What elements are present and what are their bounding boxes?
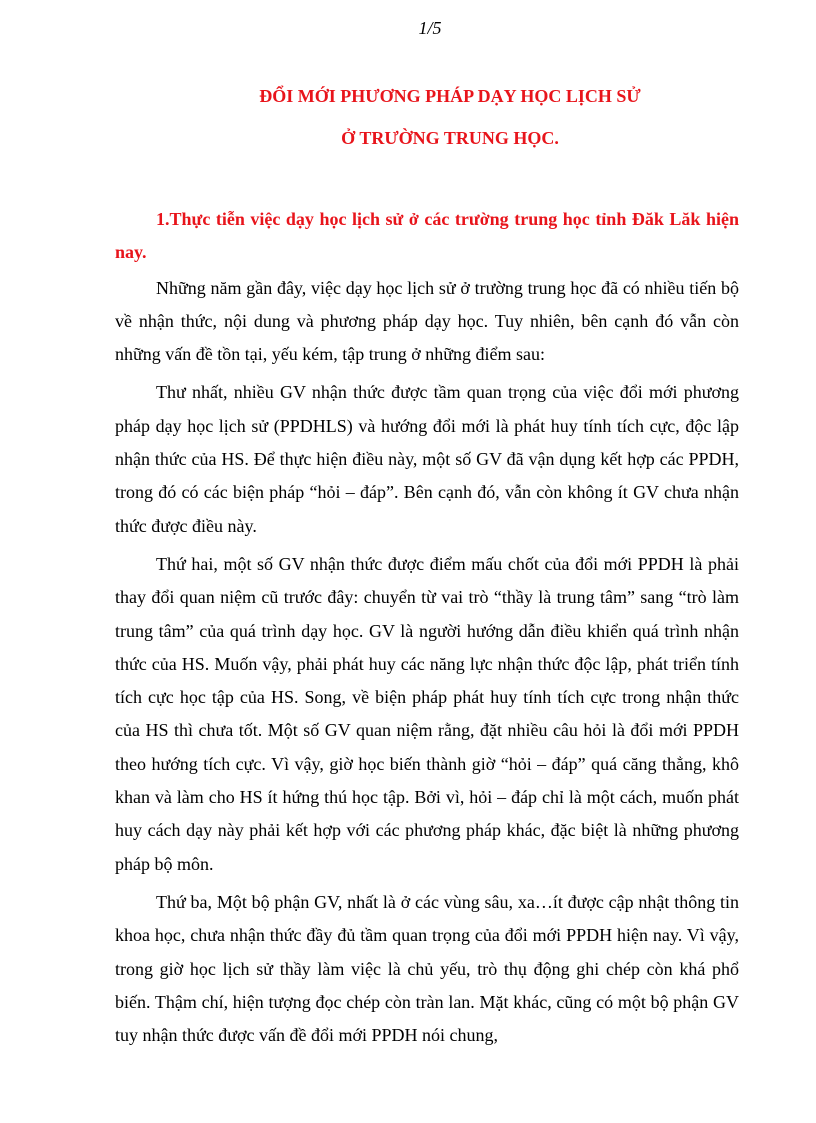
document-title-line-2: Ở TRƯỜNG TRUNG HỌC. <box>341 128 559 148</box>
paragraph-second-point: Thứ hai, một số GV nhận thức được điểm mấu chốt của đổi mới PPDH là phải thay đổi quan niệm cũ trước đây: chuyển từ vai trò “thầy là trung tâm” sang “trò làm trung tâm” của quá trình dạy học. GV là người hướng dẫn điều khiển quá trình nhận thức của HS. Muốn vậy, phải phát huy các năng lực nhận thức độc lập, phát triển tính tích cực học tập của HS. Song, về biện pháp phát huy tính tích cực trong nhận thức của HS thì chưa tốt. Một số GV quan niệm rằng, đặt nhiều câu hỏi là đổi mới PPDH theo hướng tích cực. Vì vậy, giờ học biến thành giờ “hỏi – đáp” quá căng thẳng, khô khan và làm cho HS ít hứng thú học tập. Bởi vì, hỏi – đáp chỉ là một cách, muốn phát huy cách dạy này phải kết hợp với các phương pháp khác, đặc biệt là những phương pháp bộ môn. <box>115 553 739 874</box>
section-heading: 1.Thực tiễn việc dạy học lịch sử ở các trường trung học tỉnh Đăk Lăk hiện nay. <box>115 209 739 263</box>
document-title-line-1: ĐỔI MỚI PHƯƠNG PHÁP DẠY HỌC LỊCH SỬ <box>259 86 641 106</box>
page-number: 1/5 <box>418 18 442 38</box>
paragraph-intro: Những năm gần đây, việc dạy học lịch sử ở trường trung học đã có nhiều tiến bộ về nhận thức, nội dung và phương pháp dạy học. Tuy nhiên, bên cạnh đó vẫn còn những vấn đề tồn tại, yếu kém, tập trung ở những điểm sau: <box>115 277 739 365</box>
document-body <box>115 203 739 1057</box>
paragraph-third-point: Thứ ba, Một bộ phận GV, nhất là ở các vùng sâu, xa…ít được cập nhật thông tin khoa học, chưa nhận thức đầy đủ tầm quan trọng của đổi mới PPDH hiện nay. Vì vậy, trong giờ học lịch sử thầy làm việc là chủ yếu, trò thụ động ghi chép còn khá phổ biến. Thậm chí, hiện tượng đọc chép còn tràn lan. Mặt khác, cũng có một bộ phận GV tuy nhận thức được vấn đề đổi mới PPDH nói chung, <box>115 891 739 1046</box>
paragraph-first-point: Thư nhất, nhiều GV nhận thức được tầm quan trọng của việc đổi mới phương pháp dạy học lịch sử (PPDHLS) và hướng đổi mới là phát huy tính tích cực, độc lập nhận thức của HS. Để thực hiện điều này, một số GV đã vận dụng kết hợp các PPDH, trong đó có các biện pháp “hỏi – đáp”. Bên cạnh đó, vẫn còn không ít GV chưa nhận thức được điều này. <box>115 382 739 536</box>
